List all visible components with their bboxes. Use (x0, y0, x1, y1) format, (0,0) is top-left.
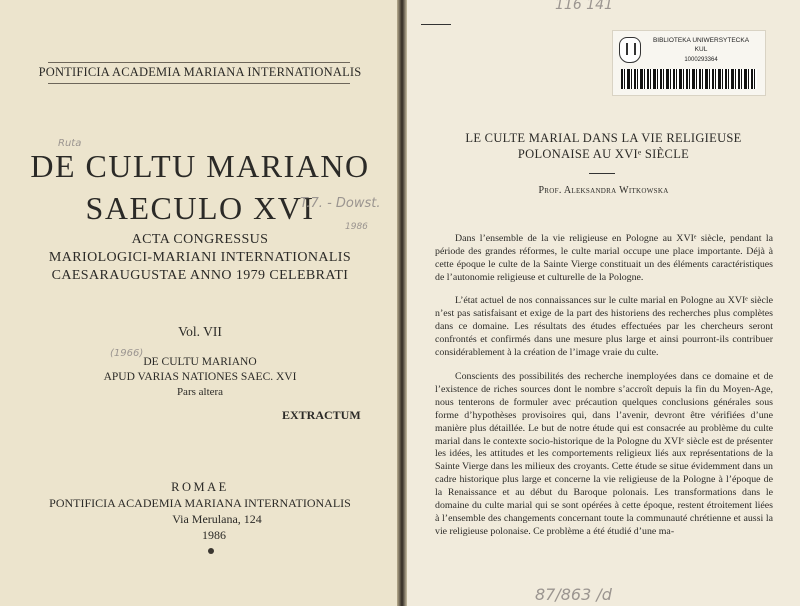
series-line-2: APUD VARIAS NATIONES SAEC. XVI (103, 371, 297, 383)
header-rule-bottom (48, 83, 350, 84)
subtitle-line-1: ACTA CONGRESSUS (131, 232, 269, 247)
imprint-address: Via Merulana, 124 (172, 512, 262, 526)
stamp-barcode-number: 1000293364 (684, 57, 718, 63)
imprint-year: 1986 (202, 528, 226, 542)
right-page (407, 0, 800, 606)
article-author: Prof. Aleksandra Witkowska (538, 185, 669, 196)
book-title-line-1: DE CULTU MARIANO (30, 148, 370, 184)
book-title-line-2: SAECULO XVI (85, 190, 315, 226)
pencil-note: Ruta (58, 138, 82, 149)
academy-header: PONTIFICIA ACADEMIA MARIANA INTERNATIONALIS (38, 65, 362, 79)
article-title-line-2: POLONAISE AU XVIᵉ SIÈCLE (517, 147, 690, 161)
imprint-publisher: PONTIFICIA ACADEMIA MARIANA INTERNATIONALIS (49, 496, 351, 510)
volume-label: Vol. VII (178, 324, 222, 339)
article-paragraph-3: Conscients des possibilités des recherche inemployées dans ce domaine et de l’existence de riches sources dont le nombre s’accroît depuis la fin du Moyen-Age, nous tenterons de formuler avec précaution quelques conclusions générales sous forme d’hypothèses provisoires qui, dans l’avenir, devront être vérifiées d’une manière plus détaillée. Le but de notre étude qui est consacrée au problème du culte marial dans le contexte socio-historique de la Pologne du XVIᵉ siècle est de présenter les idées, les attitudes et les comportements religieux liés aux représentations de la Sainte Vierge dans les milieux des croyants. Cette étude se situe évidemment dans un cadre historique plus large et concerne la vie religieuse de la Pologne à l’époque de la Renaissance et au début du Baroque polonais. Les transformations dans le domaine du culte marial qui se sont opérées à cette époque, restent étroitement liées à l’ensemble des changements concernant toute la communauté chrétienne et aussi la vie religieuse polonaise. Ce problème a été étudié d’une ma- (435, 371, 773, 537)
stamp-library-abbrev: KUL (694, 46, 708, 53)
pencil-note: T.7. - Dowst. (300, 196, 381, 211)
book-gutter (397, 0, 407, 606)
subtitle-line-3: CAESARAUGUSTAE ANNO 1979 CELEBRATI (51, 268, 349, 283)
pencil-note: 116 141 (555, 0, 613, 13)
corner-mark (421, 24, 451, 25)
barcode (621, 69, 757, 89)
article-title-line-1: LE CULTE MARIAL DANS LA VIE RELIGIEUSE (465, 131, 742, 145)
pencil-note: 87/863 /d (535, 585, 612, 604)
imprint-city: ROMAE (171, 480, 229, 494)
stamp-library-name: BIBLIOTEKA UNIWERSYTECKA (652, 37, 750, 44)
extractum-label: EXTRACTUM (282, 408, 361, 422)
header-rule-top (48, 62, 350, 63)
series-line-1: DE CULTU MARIANO (143, 356, 257, 368)
subtitle-line-2: MARIOLOGICI-MARIANI INTERNATIONALIS (48, 250, 352, 265)
title-rule (589, 173, 615, 174)
library-stamp (612, 30, 766, 96)
article-paragraph-2: L’état actuel de nos connaissances sur le culte marial en Pologne au XVIᵉ siècle n’est pas satisfaisant et exige de la part des historiens des recherches plus complètes dans ce domaine. Les résultats des études effectuées par les chercheurs seront confrontés et confirmés dans une mesure plus large et ainsi pourront-ils contribuer considérablement à la création de l’image vraie du culte. (435, 295, 773, 358)
pencil-note: (1966) (110, 348, 144, 359)
series-line-3: Pars altera (176, 386, 224, 398)
pencil-note: 1986 (345, 222, 368, 232)
article-paragraph-1: Dans l’ensemble de la vie religieuse en Pologne au XVIᵉ siècle, pendant la période des grandes réformes, le culte marial occupe une place importante. Déjà à cette époque le culte de la Sainte Vierge constituait un des éléments caractéristiques de l’autonomie religieuse et culturelle de la Pologne. (435, 233, 773, 283)
library-seal-icon (619, 37, 641, 63)
ornament-dot (208, 548, 214, 554)
